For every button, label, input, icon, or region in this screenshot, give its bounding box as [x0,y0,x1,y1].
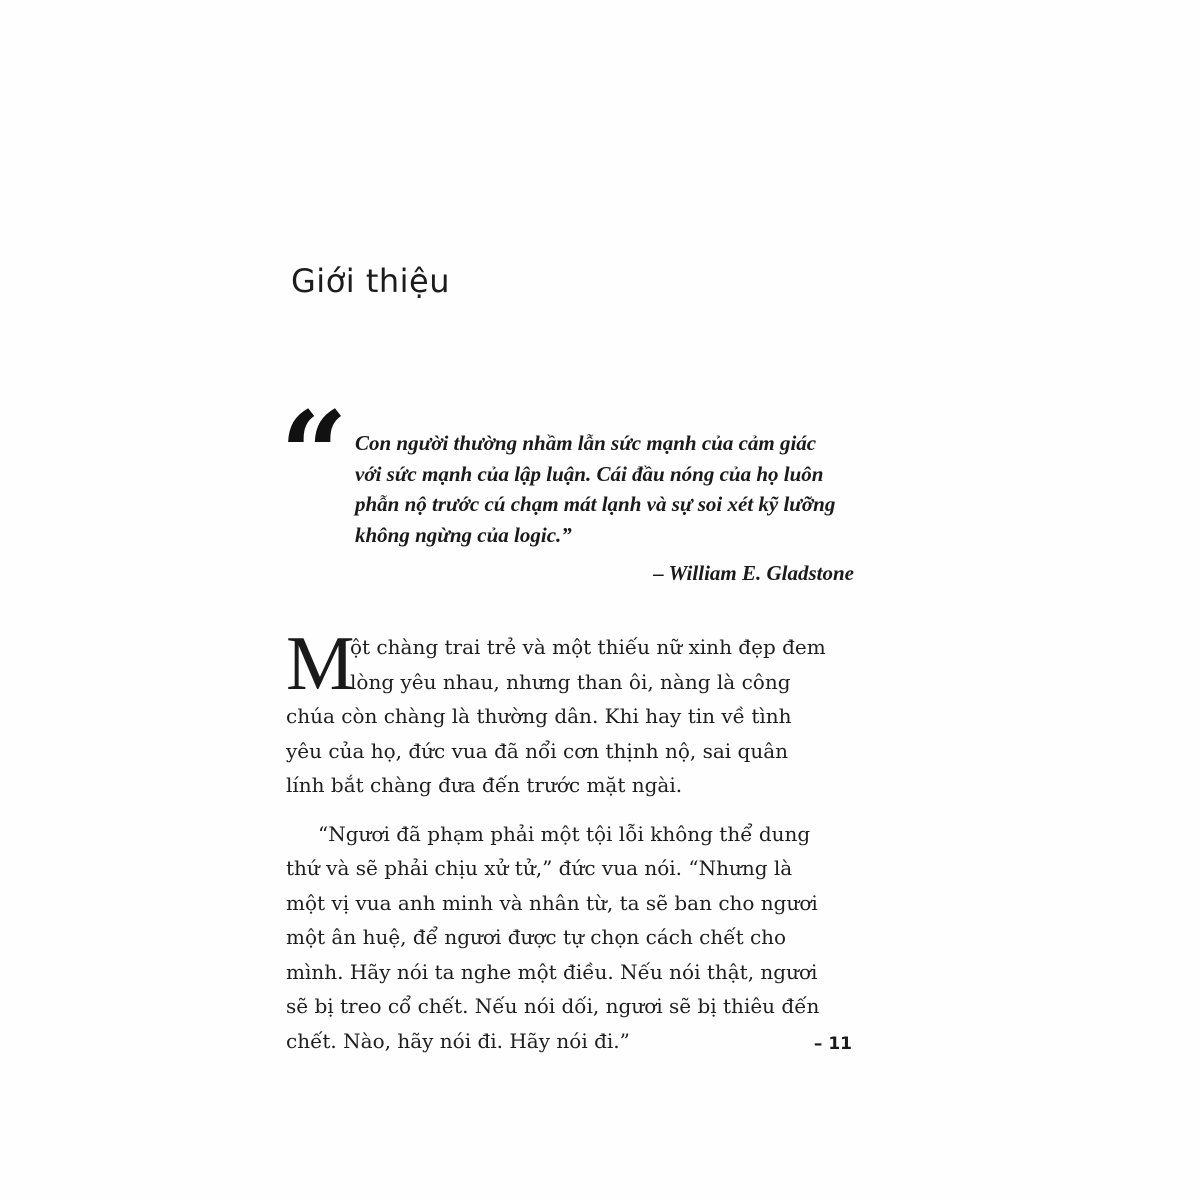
text-line: chúa còn chàng là thường dân. Khi hay tin về tình [286,704,792,728]
text-line: chết. Nào, hãy nói đi. Hãy nói đi.” [286,1029,630,1054]
epigraph-line: Con người thường nhầm lẫn sức mạnh của cảm giác [355,431,817,455]
body-text [286,620,866,1059]
paragraph-1 [286,620,866,803]
page-number: – 11 [813,1034,852,1054]
epigraph-quote [355,428,875,550]
text-line: “Ngươi đã phạm phải một tội lỗi không thể dung [318,821,811,846]
epigraph-line: không ngừng của logic.” [355,522,572,547]
text-line: một vị vua anh minh và nhân từ, ta sẽ ban cho ngươi [286,890,818,915]
text-line: lòng yêu nhau, nhưng than ôi, nàng là công [350,669,791,694]
epigraph-attribution: – William E. Gladstone [653,561,854,585]
text-line: sẽ bị treo cổ chết. Nếu nói dối, ngươi sẽ bị thiêu đến [286,994,820,1019]
epigraph-line: với sức mạnh của lập luận. Cái đầu nóng của họ luôn [355,461,824,486]
epigraph-line: phẫn nộ trước cú chạm mát lạnh và sự soi xét kỹ lưỡng [355,492,836,516]
text-line: yêu của họ, đức vua đã nổi cơn thịnh nộ, sai quân [286,738,789,763]
text-line: thứ và sẽ phải chịu xử tử,” đức vua nói. “Nhưng là [286,856,793,881]
quote-mark-icon: “ [280,385,348,524]
drop-cap: M [286,620,355,706]
paragraph-2 [286,817,866,1059]
text-line: ột chàng trai trẻ và một thiếu nữ xinh đẹp đem [350,635,826,659]
text-line: lính bắt chàng đưa đến trước mặt ngài. [286,773,683,797]
text-line: mình. Hãy nói ta nghe một điều. Nếu nói thật, ngươi [286,959,818,984]
chapter-title: Giới thiệu [291,262,451,300]
text-line: một ân huệ, để ngươi được tự chọn cách chết cho [286,925,787,950]
